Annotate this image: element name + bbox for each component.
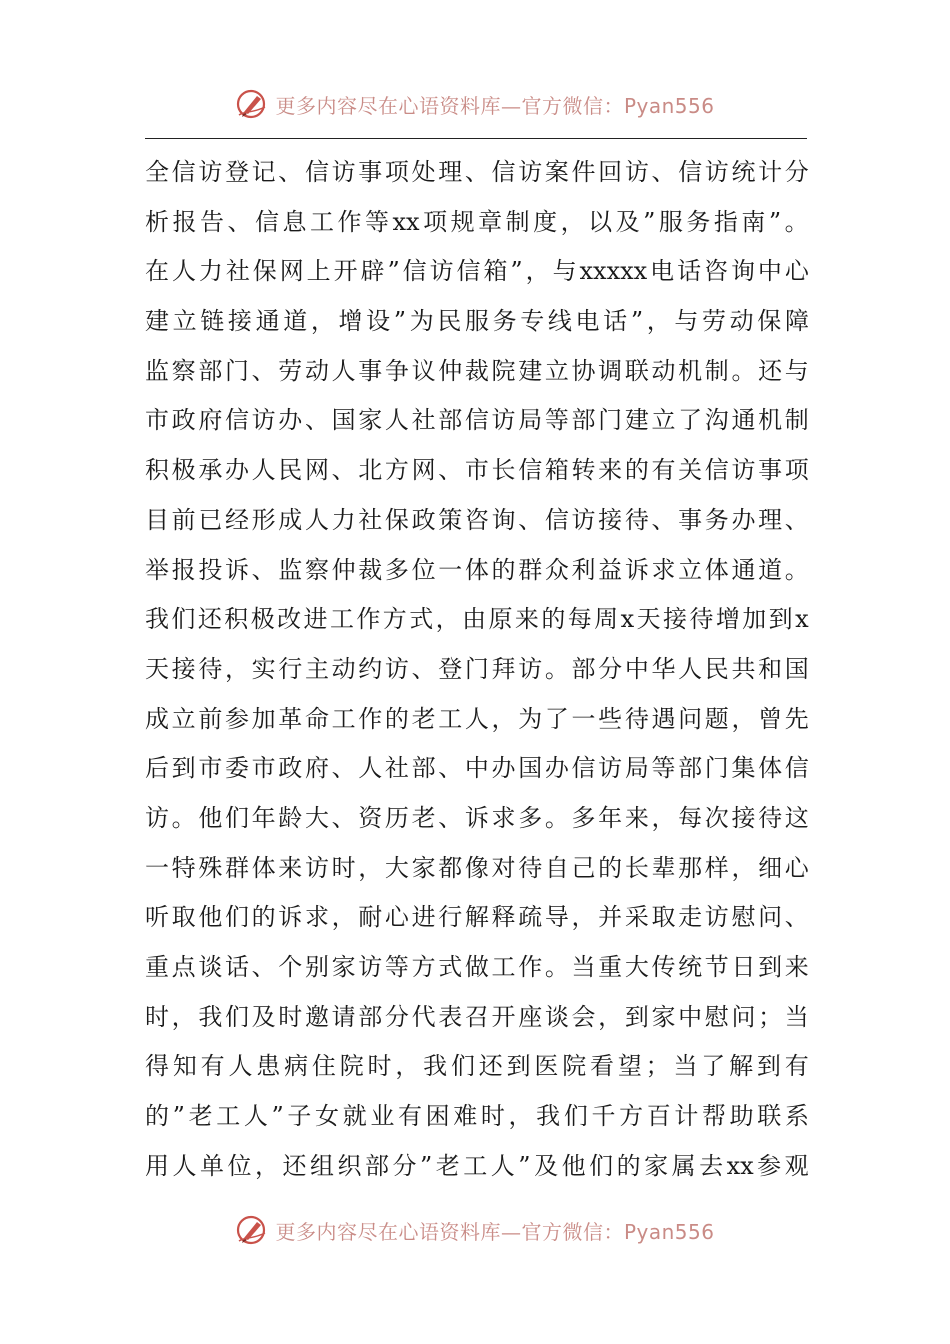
text-line: 析 报 告 、 信 息 工 作 等 xx 项 规 章 制 度 ， 以 及 ” 服 务 指 南 ” 。 (145, 207, 809, 236)
footer-site-name: 更多内容尽在心语资料库 (275, 1219, 501, 1244)
pen-logo-icon (235, 87, 269, 121)
text-line: 后 到 市 委 市 政 府 、 人 社 部 、 中 办 国 办 信 访 局 等 部 门 集 体 信 (145, 754, 809, 783)
text-line: 举 报 投 诉 、 监 察 仲 裁 多 位 一 体 的 群 众 利 益 诉 求 立 体 通 道 。 (145, 555, 809, 584)
text-line: 听 取 他 们 的 诉 求 ， 耐 心 进 行 解 释 疏 导 ， 并 采 取 走 访 慰 问 、 (145, 903, 809, 932)
text-line: 监 察 部 门 、 劳 动 人 事 争 议 仲 裁 院 建 立 协 调 联 动 机 制 。 还 与 (145, 356, 809, 385)
text-line: 在 人 力 社 保 网 上 开 辟 ” 信 访 信 箱 ” ， 与 xxxxx 电 话 咨 询 中 心 (145, 257, 809, 286)
text-line: 时 ， 我 们 及 时 邀 请 部 分 代 表 召 开 座 谈 会 ， 到 家 中 慰 问 ； 当 (145, 1002, 809, 1031)
header-dash: — (500, 93, 522, 118)
header-banner-text (275, 90, 714, 119)
text-line: 天 接 待 ， 实 行 主 动 约 访 、 登 门 拜 访 。 部 分 中 华 人 民 共 和 国 (145, 654, 809, 683)
footer-dash: — (500, 1219, 522, 1244)
text-line: 用 人 单 位 ， 还 组 织 部 分 ” 老 工 人 ” 及 他 们 的 家 属 去 xx 参 观 (145, 1151, 809, 1180)
pen-logo-icon (235, 1213, 269, 1247)
header-site-name: 更多内容尽在心语资料库 (275, 93, 501, 118)
text-line: 目 前 已 经 形 成 人 力 社 保 政 策 咨 询 、 信 访 接 待 、 事 务 办 理 、 (145, 505, 809, 534)
text-line: 市 政 府 信 访 办 、 国 家 人 社 部 信 访 局 等 部 门 建 立 了 沟 通 机 制 (145, 406, 809, 435)
text-line: 的 ” 老 工 人 ” 子 女 就 业 有 困 难 时 ， 我 们 千 方 百 计 帮 助 联 系 (145, 1102, 809, 1131)
header-banner (0, 84, 950, 124)
text-line: 得 知 有 人 患 病 住 院 时 ， 我 们 还 到 医 院 看 望 ； 当 了 解 到 有 (145, 1052, 809, 1081)
footer-banner-text (275, 1216, 714, 1245)
text-line: 建 立 链 接 通 道 ， 增 设 ” 为 民 服 务 专 线 电 话 ” ， 与 劳 动 保 障 (145, 307, 809, 336)
header-wechat: 官方微信：Pyan556 (521, 93, 715, 118)
footer-banner (0, 1210, 950, 1250)
text-line: 一 特 殊 群 体 来 访 时 ， 大 家 都 像 对 待 自 己 的 长 辈 那 样 ， 细 心 (145, 853, 809, 882)
document-body (145, 148, 809, 1191)
text-line: 我 们 还 积 极 改 进 工 作 方 式 ， 由 原 来 的 每 周 x 天 接 待 增 加 到 x (145, 605, 809, 634)
text-line: 全 信 访 登 记 、 信 访 事 项 处 理 、 信 访 案 件 回 访 、 信 访 统 计 分 (145, 158, 809, 186)
footer-wechat: 官方微信：Pyan556 (521, 1219, 715, 1244)
text-line: 访 。 他 们 年 龄 大 、 资 历 老 、 诉 求 多 。 多 年 来 ， 每 次 接 待 这 (145, 803, 809, 832)
text-line: 积 极 承 办 人 民 网 、 北 方 网 、 市 长 信 箱 转 来 的 有 关 信 访 事 项 (145, 456, 809, 485)
text-line: 重 点 谈 话 、 个 别 家 访 等 方 式 做 工 作 。 当 重 大 传 统 节 日 到 来 (145, 953, 809, 981)
text-line: 成 立 前 参 加 革 命 工 作 的 老 工 人 ， 为 了 一 些 待 遇 问 题 ， 曾 先 (145, 704, 809, 733)
header-rule (145, 138, 807, 139)
